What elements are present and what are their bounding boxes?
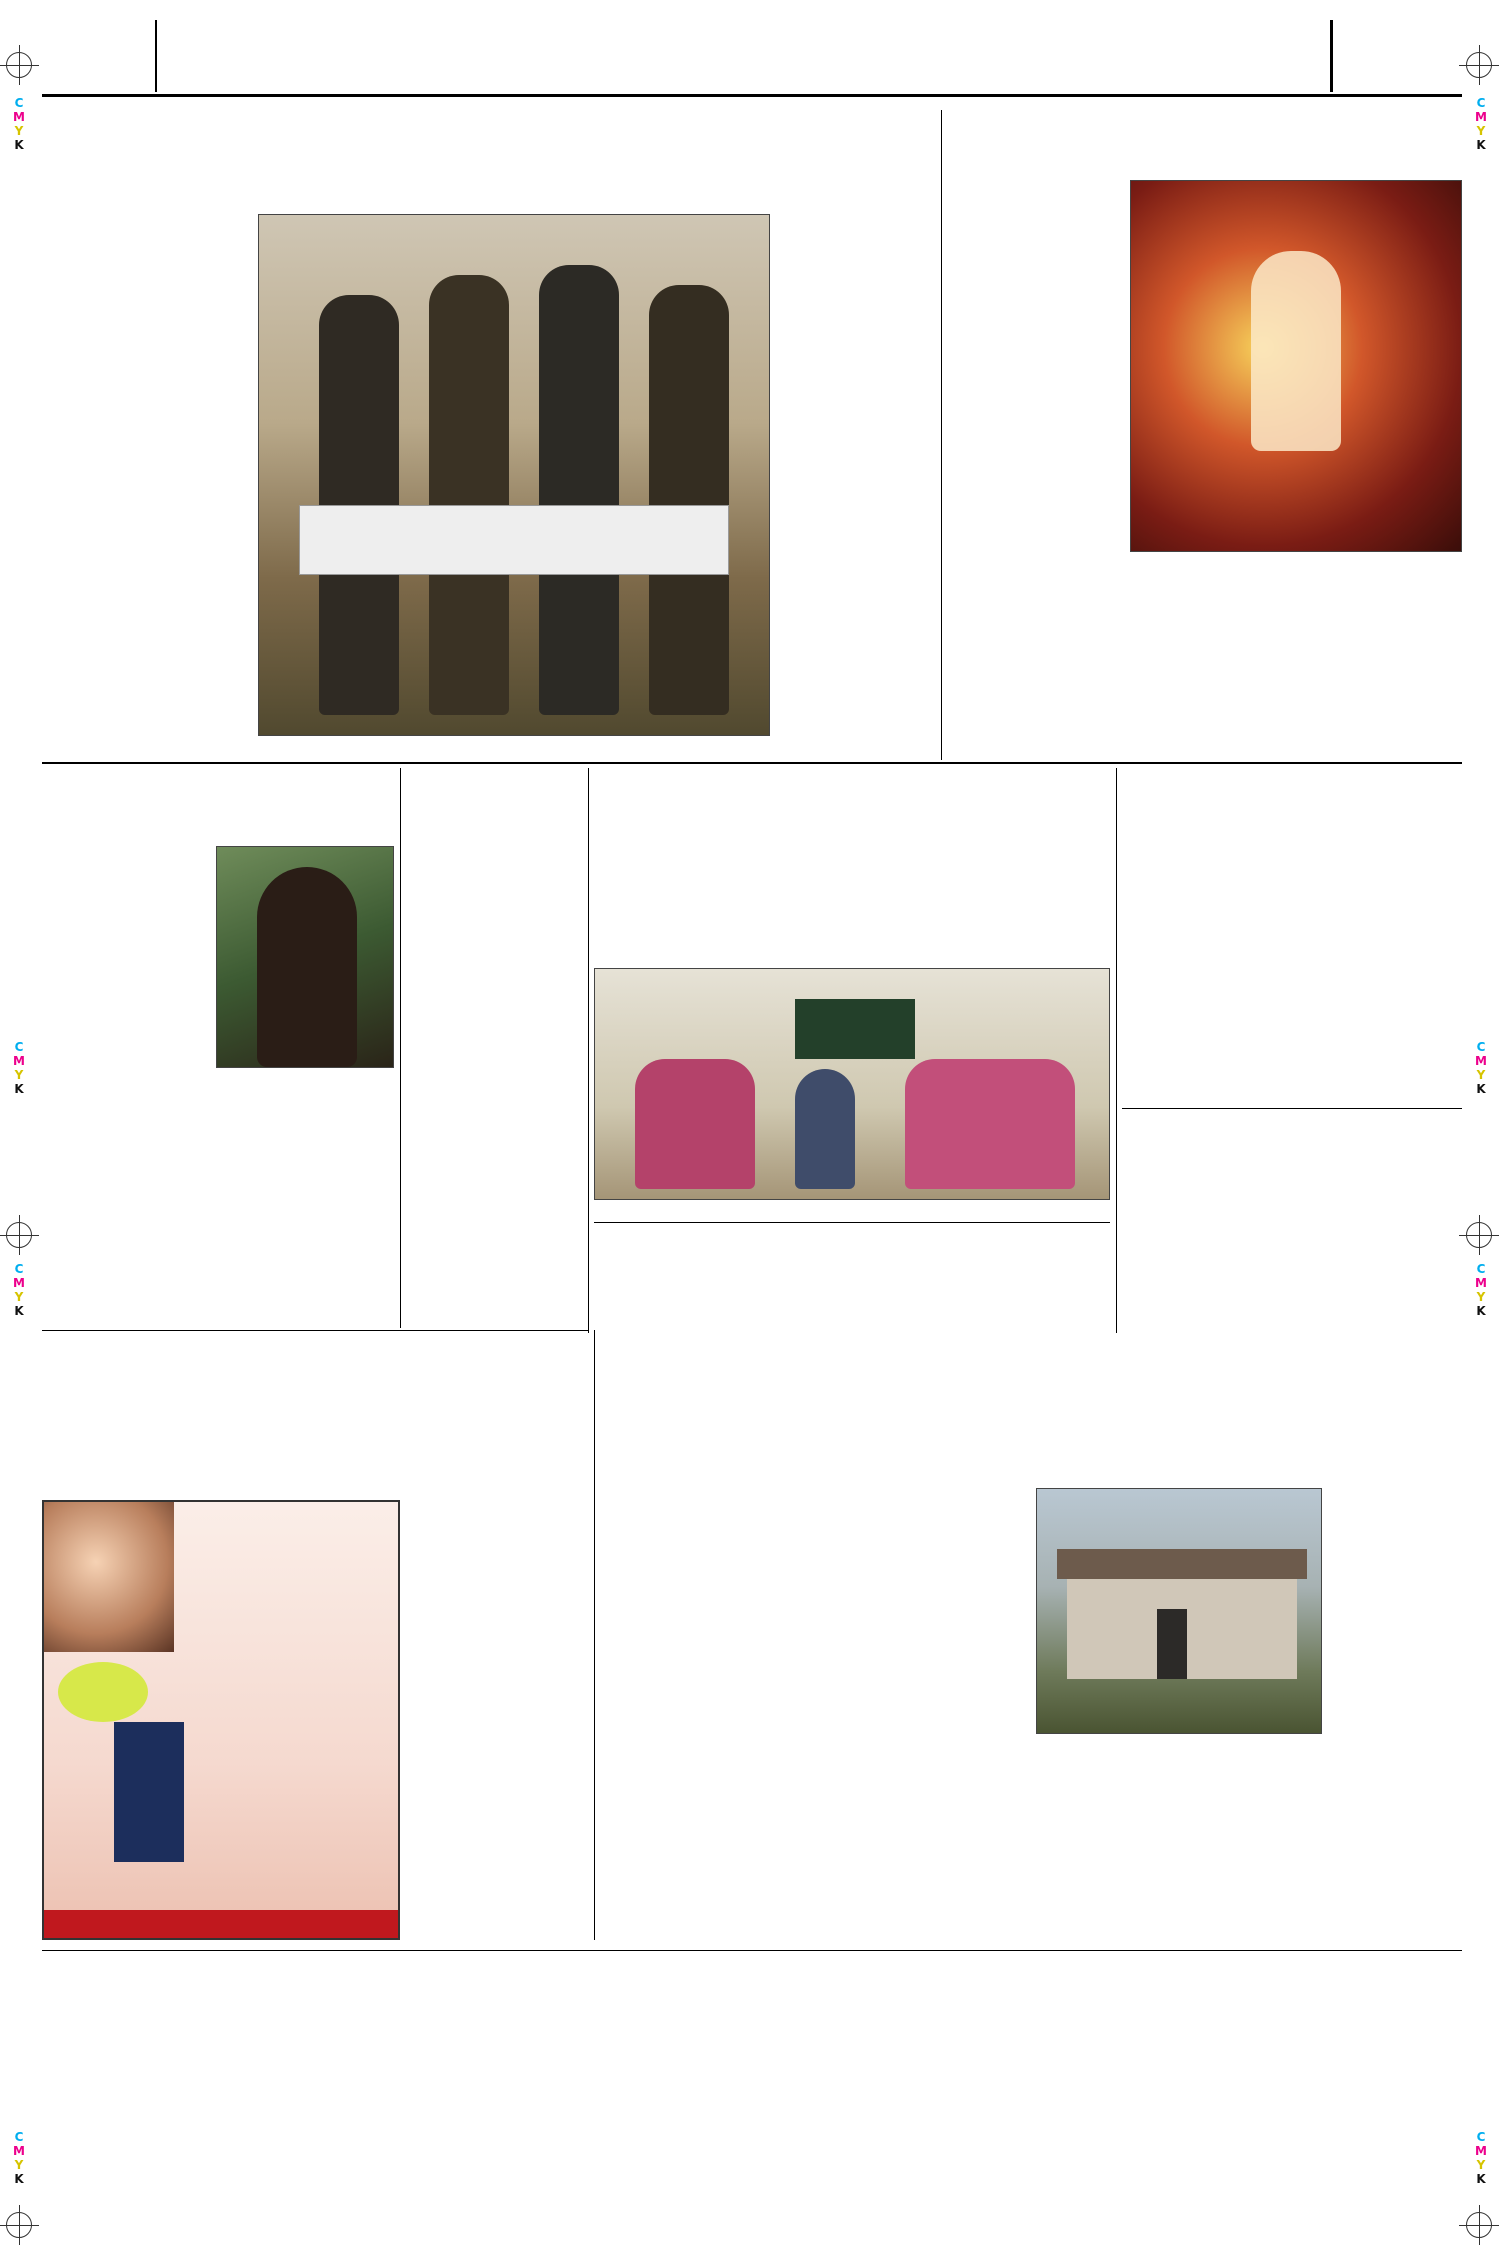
story10-photo-building xyxy=(1036,1488,1322,1734)
story10-body-1 xyxy=(600,1488,778,1940)
registration-mark-top-left xyxy=(6,52,32,78)
cmyk-strip-left-bottom: C M Y K xyxy=(13,2130,25,2186)
story2-photo xyxy=(1130,180,1462,552)
ad-play-win xyxy=(42,1500,400,1940)
story1-column-2 xyxy=(778,214,934,752)
cmyk-strip-right-mid: C M Y K xyxy=(1475,1040,1487,1096)
column-rule-4 xyxy=(1116,768,1117,1333)
cmyk-strip-right-top: C M Y K xyxy=(1475,96,1487,152)
cmyk-strip-left-low: C M Y K xyxy=(13,1262,25,1318)
story5-body xyxy=(594,836,1110,964)
photo-group-3 xyxy=(905,1059,1075,1189)
story7-rule xyxy=(1122,1108,1462,1109)
photo-woman xyxy=(257,867,357,1067)
section-rule-2 xyxy=(42,1950,1462,1951)
column-rule-5 xyxy=(594,1330,595,1940)
story5-photo xyxy=(594,968,1110,1200)
story8-rule-top xyxy=(42,1330,588,1331)
story2-column-2 xyxy=(1130,578,1462,758)
ad-love-footer xyxy=(44,1910,398,1938)
photo-idol xyxy=(1251,251,1341,451)
story8-body xyxy=(42,1384,588,1496)
registration-mark-bottom-right xyxy=(1466,2212,1492,2238)
story3-body-cont xyxy=(216,1076,394,1324)
cmyk-strip-left-top: C M Y K xyxy=(13,96,25,152)
registration-mark-mid-left xyxy=(6,1222,32,1248)
masthead-divider-1 xyxy=(155,20,157,92)
registration-mark-bottom-left xyxy=(6,2212,32,2238)
registration-mark-mid-right xyxy=(1466,1222,1492,1248)
photo-person-3 xyxy=(539,265,619,715)
story1-column-1 xyxy=(42,214,252,752)
photo-group-1 xyxy=(635,1059,755,1189)
cmyk-strip-right-bottom: C M Y K xyxy=(1475,2130,1487,2186)
photo-person-2 xyxy=(429,275,509,715)
ad-love-product-box xyxy=(114,1722,184,1862)
registration-mark-top-right xyxy=(1466,52,1492,78)
photo-group-2 xyxy=(795,1069,855,1189)
story6-body xyxy=(1122,870,1462,1106)
story3-body xyxy=(42,846,210,1324)
story9-rule xyxy=(594,1222,1110,1223)
section-rule-1 xyxy=(42,762,1462,764)
masthead-rule xyxy=(42,94,1462,97)
ad-love-couple-photo xyxy=(44,1502,174,1652)
photo-cheque xyxy=(299,505,729,575)
column-rule-1 xyxy=(941,110,942,760)
story1-photo xyxy=(258,214,770,736)
ad-love-badge xyxy=(58,1662,148,1722)
story11-body xyxy=(406,1526,588,1936)
photo-person-4 xyxy=(649,285,729,715)
story4-body xyxy=(406,840,582,1322)
story10-body-3 xyxy=(1328,1488,1462,1940)
masthead-divider-2 xyxy=(1330,20,1333,92)
story9-body xyxy=(594,1278,1110,1328)
cmyk-strip-right-low: C M Y K xyxy=(1475,1262,1487,1318)
story2-column-1 xyxy=(948,180,1124,572)
column-rule-2 xyxy=(400,768,401,1328)
column-rule-3 xyxy=(588,768,589,1333)
photo-blackboard xyxy=(795,999,915,1059)
cmyk-strip-left-mid: C M Y K xyxy=(13,1040,25,1096)
photo-door xyxy=(1157,1609,1187,1679)
story3-photo xyxy=(216,846,394,1068)
story7-body xyxy=(1122,1160,1462,1328)
photo-roof xyxy=(1057,1549,1307,1579)
